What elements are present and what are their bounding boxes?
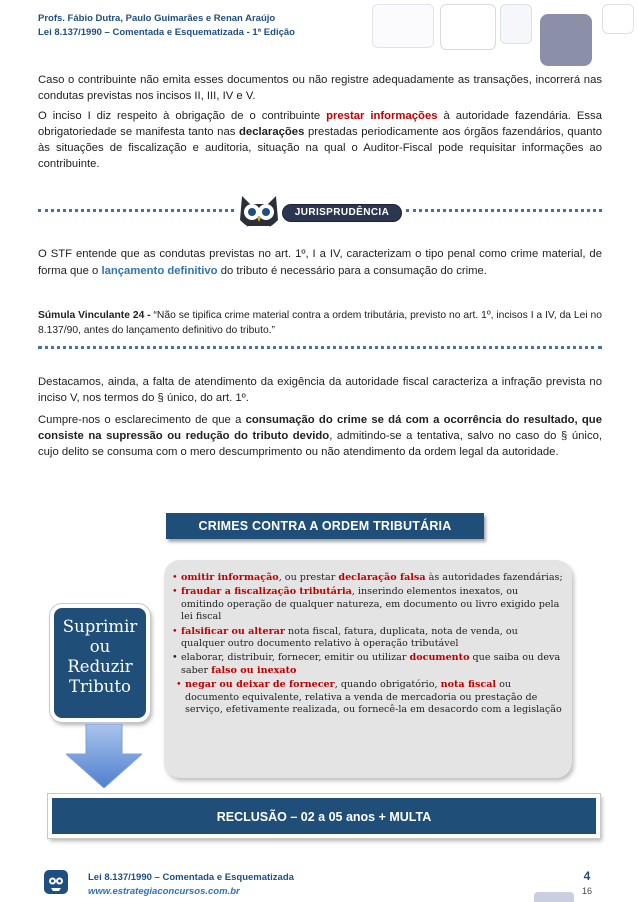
jurisprudencia-label: JURISPRUDÊNCIA bbox=[294, 207, 390, 218]
penalty-bar bbox=[48, 794, 600, 838]
sumula-label: Súmula Vinculante 24 - bbox=[38, 310, 151, 321]
red-term: falsificar ou alterar bbox=[181, 625, 285, 637]
decor-square bbox=[602, 4, 634, 34]
text-run: prestadas periodicamente aos órgãos fazendários, quanto às situações de fiscalização e auditoria, situação na qual o Auditor-Fiscal pode requisitar informações ao contribuinte. bbox=[38, 126, 602, 170]
text-run: , admitindo-se a tentativa, salvo no caso do § único, cujo delito se consuma com o mero descumprimento ou não atendimento da ordem legal da autoridade. bbox=[38, 430, 603, 458]
decor-square bbox=[500, 4, 532, 44]
paragraph-4: Destacamos, ainda, a falta de atendimento da exigência da autoridade fiscal caracteriza a infração prevista no inciso V, nos termos do § único, do art. 1º. bbox=[38, 376, 602, 404]
red-term: documento bbox=[409, 652, 470, 664]
header-authors: Profs. Fábio Dutra, Paulo Guimarães e Renan Araújo bbox=[38, 13, 276, 24]
list-item bbox=[172, 572, 564, 584]
diagram-title: CRIMES CONTRA A ORDEM TRIBUTÁRIA bbox=[198, 519, 452, 533]
owl-icon bbox=[234, 190, 284, 236]
text-run: O STF entende que as condutas previstas no art. 1º, I a IV, caracterizam o tipo penal como crime material, de forma que o bbox=[38, 248, 602, 277]
text-run: ou documento equivalente, relativa a venda de mercadoria ou prestação de serviço, efetivamente realizada, ou fornecê-la em desacordo com a legislação bbox=[185, 679, 562, 716]
text-run: O inciso I diz respeito à obrigação de o contribuinte bbox=[38, 110, 327, 122]
paragraph-5 bbox=[38, 412, 602, 460]
owl-logo-icon bbox=[44, 870, 68, 894]
text-run: , quando obrigatório, bbox=[334, 679, 441, 691]
decor-square bbox=[534, 892, 574, 902]
stf-paragraph bbox=[38, 246, 602, 280]
footer-website-link[interactable]: www.estrategiaconcursos.com.br bbox=[88, 886, 240, 897]
decor-square bbox=[540, 14, 592, 66]
highlight-consumacao: consumação do crime se dá com a ocorrência do resultado, que consiste na supressão ou redução do tributo devido bbox=[38, 414, 602, 442]
text-run: do tributo é necessário para a consumação do crime. bbox=[217, 265, 487, 277]
list-item bbox=[176, 679, 564, 716]
word: Reduzir bbox=[67, 657, 133, 676]
text-run: Cumpre-nos o esclarecimento de que a bbox=[38, 414, 246, 426]
red-term: falso ou inexato bbox=[211, 664, 297, 676]
dotted-divider bbox=[406, 209, 602, 212]
suprimir-label bbox=[54, 617, 146, 697]
down-arrow-icon bbox=[66, 724, 142, 788]
decor-square bbox=[372, 4, 434, 48]
penalty-text: RECLUSÃO – 02 a 05 anos + MULTA bbox=[216, 810, 432, 824]
red-term: declaração falsa bbox=[338, 572, 426, 583]
text-run: , inserindo elementos inexatos, ou omitindo operação de qualquer natureza, em documento ou livro exigido pela lei fiscal bbox=[181, 586, 560, 623]
jurisprudencia-tag bbox=[282, 204, 402, 222]
list-item bbox=[172, 626, 564, 651]
red-term: omitir informação bbox=[181, 572, 279, 583]
red-term: nota fiscal bbox=[440, 679, 497, 691]
text-run: elaborar, distribuir, fornecer, emitir ou utilizar bbox=[181, 652, 410, 664]
sumula-vinculante bbox=[38, 308, 602, 338]
paragraph-2 bbox=[38, 108, 602, 172]
dotted-divider bbox=[38, 346, 602, 349]
suprimir-reduzir-box bbox=[50, 604, 150, 722]
word: Tributo bbox=[69, 677, 131, 696]
conducts-list bbox=[172, 572, 564, 718]
text-run: à autoridade fazendária. Essa obrigatoriedade se manifesta tanto nas bbox=[38, 110, 602, 138]
text-run: nota fiscal, fatura, duplicata, nota de venda, ou qualquer outro documento relativo à operação tributável bbox=[181, 625, 518, 650]
diagram-title-bar bbox=[166, 513, 484, 539]
highlight-declaracoes: declarações bbox=[239, 126, 305, 138]
text-run: , ou prestar bbox=[278, 572, 339, 583]
highlight-lancamento-definitivo: lançamento definitivo bbox=[101, 265, 218, 277]
word: ou bbox=[89, 637, 111, 656]
page-header bbox=[38, 12, 358, 40]
dotted-divider bbox=[38, 209, 234, 212]
conducts-list-box bbox=[164, 560, 572, 778]
red-term: fraudar a fiscalização tributária bbox=[181, 586, 352, 598]
highlight-prestar-informacoes: prestar informações bbox=[326, 110, 438, 122]
word: Suprimir bbox=[62, 617, 138, 636]
owl-logo-icon-svg bbox=[44, 870, 68, 894]
text-run: que saiba ou deva saber bbox=[181, 652, 561, 676]
decor-square bbox=[440, 4, 496, 50]
text-run: às autoridades fazendárias; bbox=[425, 572, 563, 583]
list-item bbox=[172, 652, 564, 677]
jurisprudencia-badge bbox=[234, 190, 404, 236]
footer-total-pages: 16 bbox=[581, 886, 592, 896]
list-item bbox=[172, 586, 564, 623]
sumula-text: “Não se tipifica crime material contra a ordem tributária, previsto no art. 1º, incisos I a IV, da Lei no 8.137/90, antes do lançamento definitivo do tributo.” bbox=[38, 310, 602, 336]
header-book-title: Lei 8.137/1990 – Comentada e Esquematizada - 1ª Edição bbox=[38, 27, 295, 38]
footer-page-number: 4 bbox=[583, 869, 591, 883]
paragraph-1: Caso o contribuinte não emita esses documentos ou não registre adequadamente as transações, incorrerá nas condutas previstas nos incisos II, III, IV e V. bbox=[38, 74, 602, 102]
footer-title: Lei 8.137/1990 – Comentada e Esquematizada bbox=[88, 872, 294, 883]
red-term: negar ou deixar de fornecer bbox=[185, 679, 335, 691]
